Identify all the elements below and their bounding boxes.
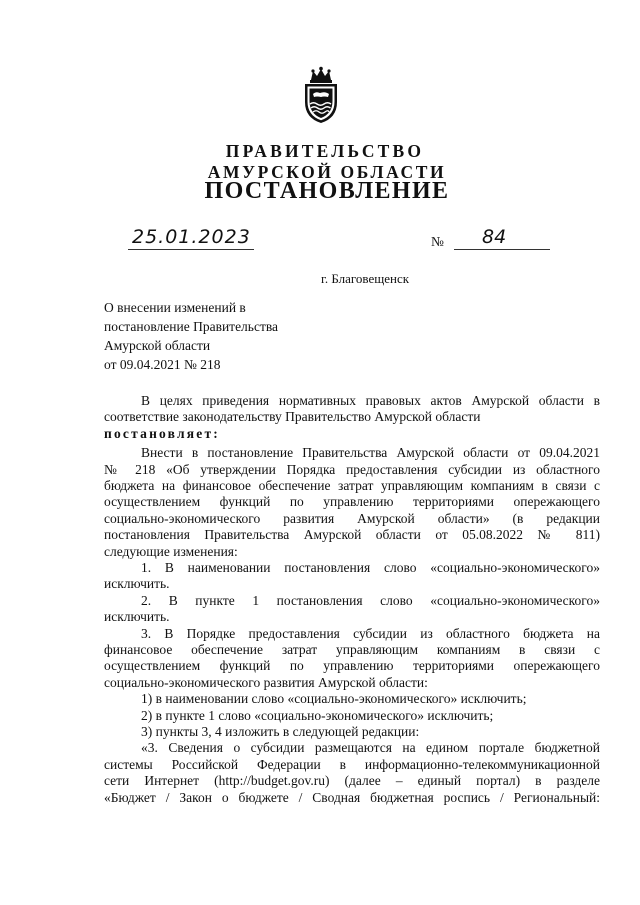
body-line: Внести в постановление Правительства Амурской области от 09.04.2021 bbox=[141, 445, 600, 461]
resolves-word: постановляет: bbox=[104, 425, 220, 441]
body-line: сети Интернет (http://budget.gov.ru) (далее – единый портал) в разделе bbox=[104, 773, 600, 789]
body-line: № 218 «Об утверждении Порядка предоставления субсидии из областного bbox=[104, 461, 600, 477]
document-date: 25.01.2023 bbox=[132, 226, 251, 248]
body-line: 1. В наименовании постановления слово «социально-экономического» bbox=[141, 559, 600, 575]
body-line: «3. Сведения о субсидии размещаются на едином портале бюджетной bbox=[141, 740, 600, 756]
body-line: бюджета на финансовое обеспечение затрат управляющим компаниям в связи с bbox=[104, 477, 600, 493]
coat-of-arms-icon bbox=[300, 66, 342, 124]
body-line: «Бюджет / Закон о бюджете / Сводная бюджетная роспись / Региональный: bbox=[104, 789, 600, 805]
number-underline bbox=[454, 249, 550, 250]
preamble-line: соответствие законодательству Правительство Амурской области bbox=[104, 409, 481, 425]
body-line: исключить. bbox=[104, 609, 170, 625]
body-line: социально-экономического развития Амурской области» (в редакции bbox=[104, 510, 600, 526]
subject-line: постановление Правительства bbox=[104, 319, 279, 334]
subject-line: от 09.04.2021 № 218 bbox=[104, 357, 221, 372]
body-line: 3) пункты 3, 4 изложить в следующей редакции: bbox=[141, 723, 420, 739]
organization-name-line2: АМУРСКОЙ ОБЛАСТИ bbox=[207, 162, 447, 182]
body-line: 2) в пункте 1 слово «социально-экономического» исключить; bbox=[141, 707, 494, 723]
body-line: осуществлением функций по управлению территориями опережающего bbox=[104, 658, 600, 674]
body-line: системы Российской Федерации в информационно-телекоммуникационной bbox=[104, 756, 600, 772]
document-subject bbox=[104, 298, 278, 374]
document-number: 84 bbox=[482, 226, 507, 248]
body-line: 1) в наименовании слово «социально-экономического» исключить; bbox=[141, 691, 527, 707]
organization-name-line1: ПРАВИТЕЛЬСТВО bbox=[225, 141, 425, 161]
body-line: следующие изменения: bbox=[104, 543, 238, 559]
date-underline bbox=[128, 249, 254, 250]
body-line: финансовое обеспечение затрат управляющим компаниям в связи с bbox=[104, 641, 600, 657]
body-line: 3. В Порядке предоставления субсидии из областного бюджета на bbox=[141, 625, 600, 641]
number-sign: № bbox=[431, 234, 444, 249]
body-line: 2. В пункте 1 постановления слово «социально-экономического» bbox=[141, 592, 600, 608]
subject-line: Амурской области bbox=[104, 338, 211, 353]
preamble-line: В целях приведения нормативных правовых актов Амурской области в bbox=[141, 393, 600, 408]
body-line: исключить. bbox=[104, 576, 170, 592]
city-name: г. Благовещенск bbox=[320, 271, 410, 286]
body-line: осуществлением функций по управлению территориями опережающего bbox=[104, 494, 600, 510]
body-line: постановления Правительства Амурской области от 05.08.2022 № 811) bbox=[104, 527, 600, 543]
document-type-title: ПОСТАНОВЛЕНИЕ bbox=[204, 178, 450, 204]
subject-line: О внесении изменений в bbox=[104, 300, 246, 315]
document-body bbox=[104, 393, 600, 806]
body-line: социально-экономического развития Амурской области: bbox=[104, 674, 428, 690]
